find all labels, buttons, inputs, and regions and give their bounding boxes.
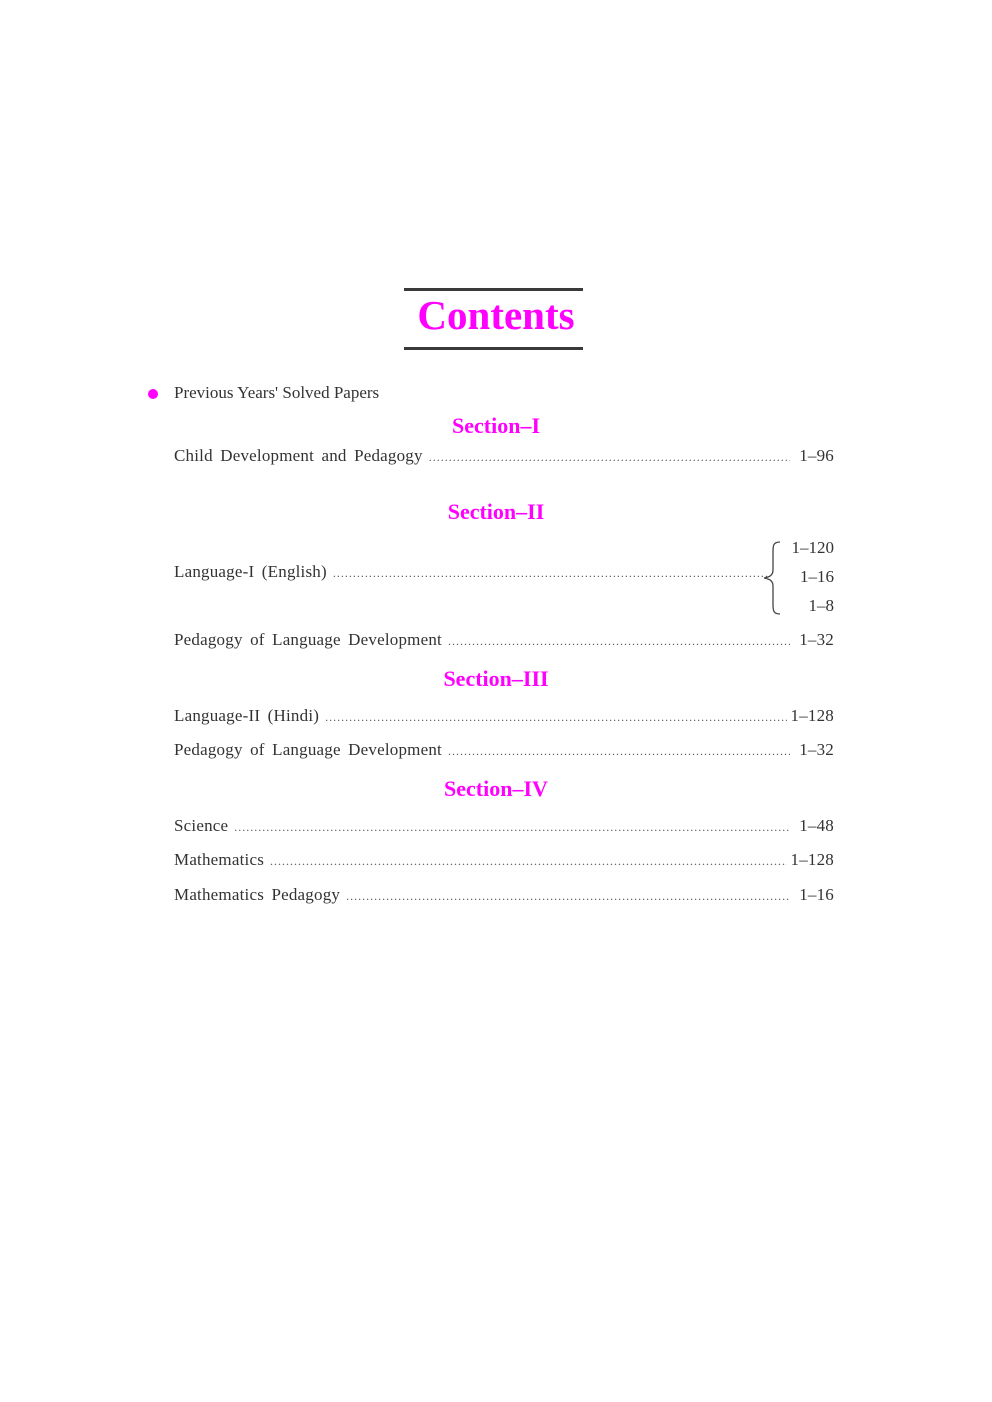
toc-entry[interactable]: [174, 629, 834, 651]
entry-page: 1–96: [799, 446, 834, 465]
section-heading: Section–IV: [444, 776, 548, 801]
page-title: Contents: [417, 292, 575, 338]
entry-label: Science: [174, 816, 229, 835]
entry-label: Mathematics: [174, 850, 265, 869]
entry-page: 1–16: [799, 885, 834, 904]
bullet-icon: [148, 389, 158, 399]
entry-page: 1–128: [790, 706, 834, 725]
entry-page: 1–8: [808, 596, 834, 615]
entry-label: Child Development and Pedagogy: [174, 446, 423, 465]
entry-label: Pedagogy of Language Development: [174, 740, 442, 759]
toc-entry[interactable]: [174, 815, 834, 837]
toc-entry[interactable]: [174, 739, 834, 761]
toc-entry[interactable]: [174, 884, 834, 906]
leader-dots: [333, 562, 768, 584]
entry-label: Language-I (English): [174, 562, 327, 581]
leader-dots: [325, 706, 786, 728]
entry-page: 1–16: [800, 567, 834, 586]
toc-entry[interactable]: [174, 705, 834, 727]
section-heading: Section–II: [447, 499, 545, 524]
entry-page: 1–120: [791, 538, 834, 557]
toc-entry[interactable]: [174, 445, 834, 467]
leader-dots: [346, 885, 790, 907]
leader-dots: [234, 816, 790, 838]
intro-bullet-text: Previous Years' Solved Papers: [174, 383, 380, 402]
entry-page: 1–48: [799, 816, 834, 835]
leader-dots: [270, 850, 786, 872]
section-heading: Section–I: [452, 413, 540, 438]
toc-entry[interactable]: [174, 849, 834, 871]
leader-dots: [448, 630, 790, 652]
leader-dots: [448, 740, 790, 762]
entry-page: 1–32: [799, 630, 834, 649]
entry-page: 1–128: [790, 850, 834, 869]
contents-bottom-rule: [404, 347, 583, 350]
entry-label: Mathematics Pedagogy: [174, 885, 341, 904]
section-heading: Section–III: [443, 666, 549, 691]
toc-entry[interactable]: [174, 561, 768, 583]
entry-page: 1–32: [799, 740, 834, 759]
leader-dots: [429, 446, 790, 468]
curly-brace-icon: [762, 540, 782, 616]
entry-label: Pedagogy of Language Development: [174, 630, 442, 649]
entry-label: Language-II (Hindi): [174, 706, 320, 725]
